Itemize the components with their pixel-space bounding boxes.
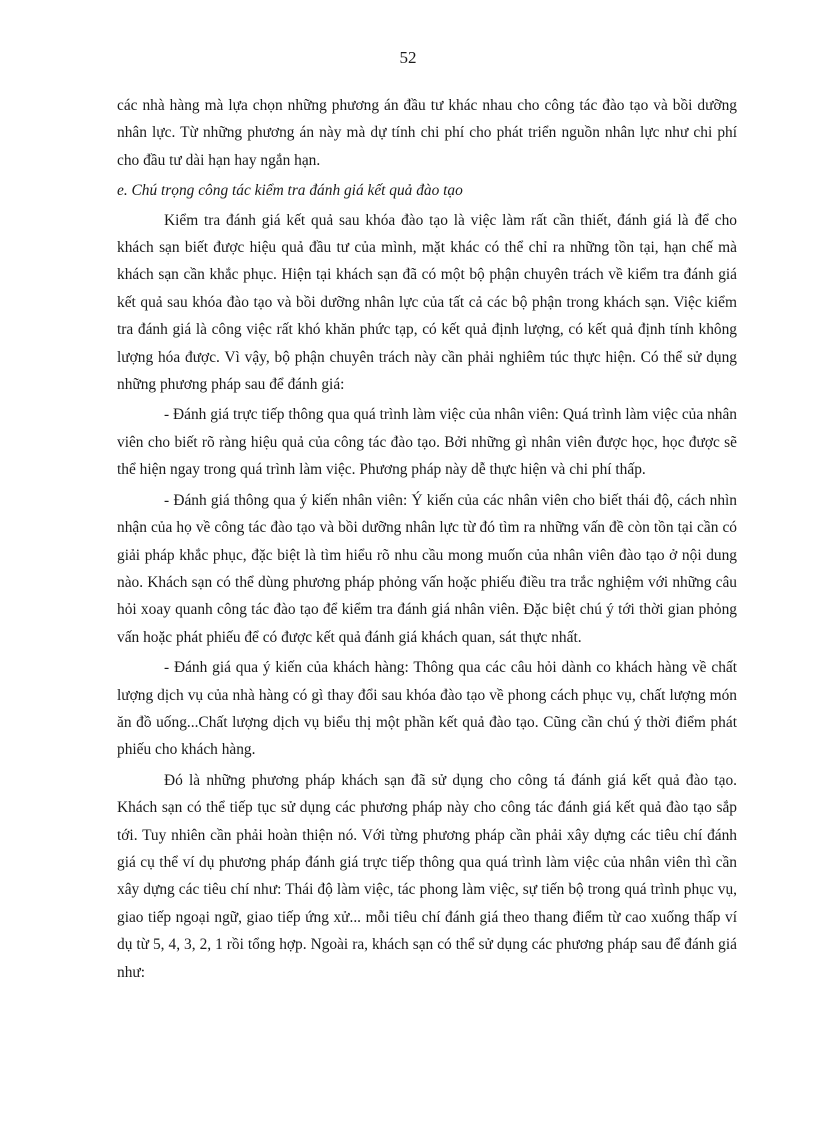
paragraph-continuation: các nhà hàng mà lựa chọn những phương án đầu tư khác nhau cho công tác đào tạo và bồi dưỡng nhân lực. Từ những phương án này mà dự tính chi phí cho phát triển nguồn nhân lực như chi phí cho đầu tư dài hạn hay ngắn hạn. [117,97,737,169]
document-body [117,92,737,989]
paragraph-conclusion: Đó là những phương pháp khách sạn đã sử dụng cho công tá đánh giá kết quả đào tạo. Khách sạn có thể tiếp tục sử dụng các phương pháp này cho công tác đánh giá kết quả đào tạo sắp tới. Tuy nhiên cần phải hoàn thiện nó. Với từng phương pháp cần phải xây dựng các tiêu chí đánh giá cụ thể ví dụ phương pháp đánh giá trực tiếp thông qua quá trình làm việc của nhân viên thì cần xây dựng các tiêu chí như: Thái độ làm việc, tác phong làm việc, sự tiến bộ trong quá trình phục vụ, giao tiếp ngoại ngữ, giao tiếp ứng xử... mỗi tiêu chí đánh giá theo thang điểm từ cao xuống thấp ví dụ từ 5, 4, 3, 2, 1 rồi tổng hợp. Ngoài ra, khách sạn có thể sử dụng các phương pháp sau để đánh giá như: [117,771,737,981]
section-heading: e. Chú trọng công tác kiểm tra đánh giá kết quả đào tạo [117,182,463,200]
paragraph-method-direct: - Đánh giá trực tiếp thông qua quá trình làm việc của nhân viên: Quá trình làm việc của nhân viên cho biết rõ ràng hiệu quả của công tác đào tạo. Bởi những gì nhân viên được học, học được sẽ thể hiện ngay trong quá trình làm việc. Phương pháp này dễ thực hiện và chi phí thấp. [117,406,737,479]
paragraph-method-staff: - Đánh giá thông qua ý kiến nhân viên: Ý kiến của các nhân viên cho biết thái độ, cách nhìn nhận của họ về công tác đào tạo và bồi dưỡng nhân lực từ đó tìm ra những vấn đề còn tồn tại cần có giải pháp khắc phục, đặc biệt là tìm hiểu rõ nhu cầu mong muốn của nhân viên đào tạo ở nội dung nào. Khách sạn có thể dùng phương pháp phỏng vấn hoặc phiếu điều tra trắc nghiệm với những câu hỏi xoay quanh công tác đào tạo để kiểm tra đánh giá nhân viên. Đặc biệt chú ý tới thời gian phỏng vấn hoặc phát phiếu để có được kết quả đánh giá khách quan, sát thực nhất. [117,491,737,646]
page-number: 52 [399,48,417,67]
paragraph-intro: Kiểm tra đánh giá kết quả sau khóa đào tạo là việc làm rất cần thiết, đánh giá là để cho khách sạn biết được hiệu quả đầu tư của mình, mặt khác có thể chỉ ra những tồn tại, hạn chế mà khách sạn cần khắc phục. Hiện tại khách sạn đã có một bộ phận chuyên trách về kiểm tra đánh giá kết quả sau khóa đào tạo và bồi dưỡng nhân lực của tất cả các bộ phận trong khách sạn. Việc kiểm tra đánh giá là công việc rất khó khăn phức tạp, có kết quả định lượng, có kết quả định tính không lượng hóa được. Vì vậy, bộ phận chuyên trách này cần phải nghiêm túc thực hiện. Có thể sử dụng những phương pháp sau để đánh giá: [117,211,737,394]
paragraph-method-customer: - Đánh giá qua ý kiến của khách hàng: Thông qua các câu hỏi dành co khách hàng về chất lượng dịch vụ của nhà hàng có gì thay đổi sau khóa đào tạo về phong cách phục vụ, chất lượng món ăn đồ uống...Chất lượng dịch vụ biểu thị một phần kết quả đào tạo. Cũng cần chú ý thời điểm phát phiếu cho khách hàng. [117,659,737,759]
